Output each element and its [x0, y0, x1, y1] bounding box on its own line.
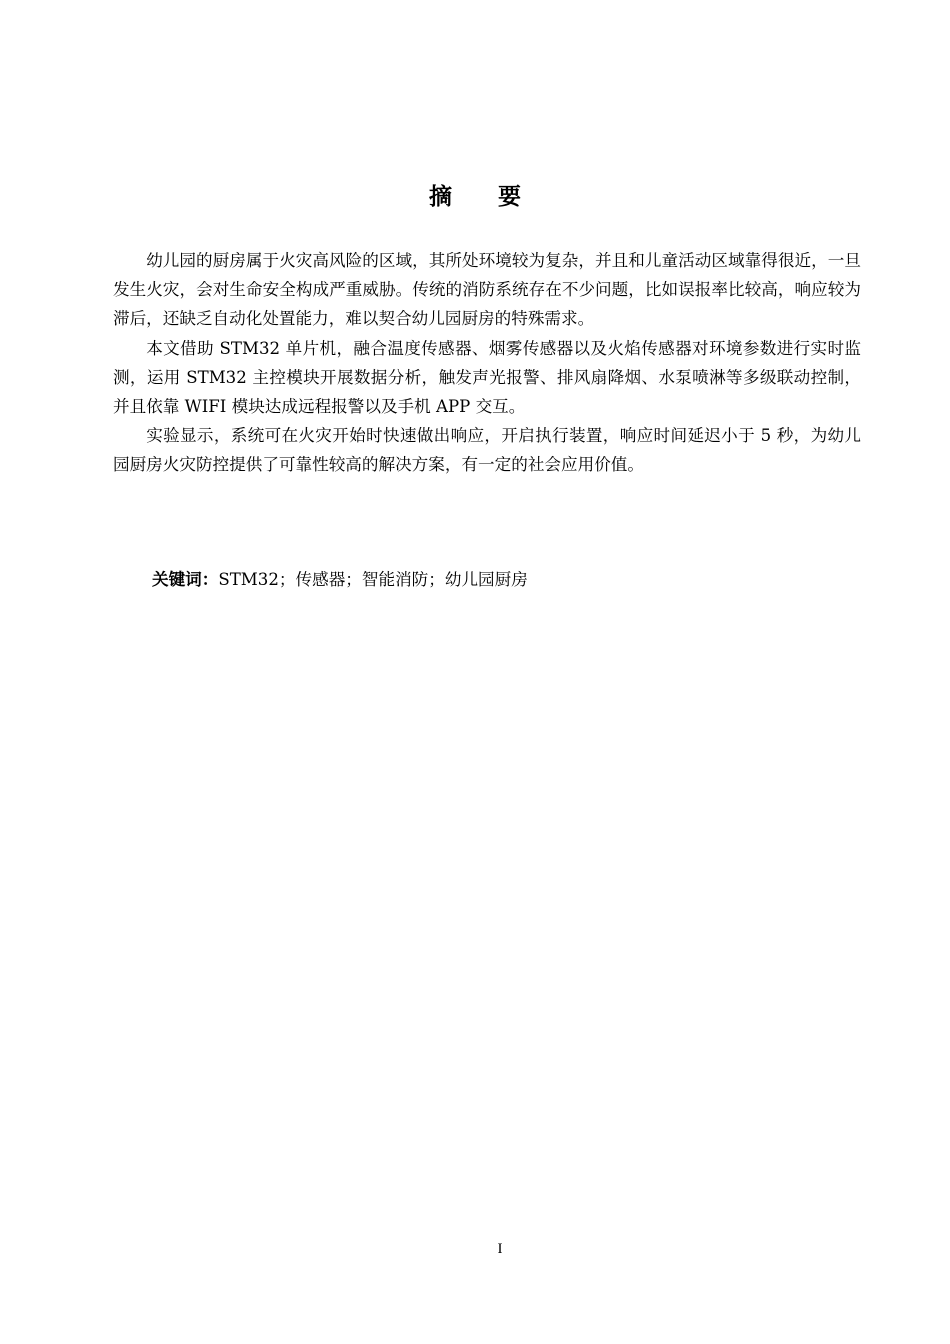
title-char-2: 要: [498, 183, 521, 210]
keywords-label: 关键词：: [152, 569, 219, 589]
keywords-line: [152, 565, 528, 594]
title-char-1: 摘: [429, 183, 452, 210]
abstract-paragraph-3: 实验显示，系统可在火灾开始时快速做出响应，开启执行装置，响应时间延迟小于 5 秒，为幼儿园厨房火灾防控提供了可靠性较高的解决方案，有一定的社会应用价值。: [113, 426, 861, 475]
abstract-paragraph-1: 幼儿园的厨房属于火灾高风险的区域，其所处环境较为复杂，并且和儿童活动区域靠得很近，一旦发生火灾，会对生命安全构成严重威胁。传统的消防系统存在不少问题，比如误报率比较高，响应较为滞后，还缺乏自动化处置能力，难以契合幼儿园厨房的特殊需求。: [113, 251, 861, 329]
page-number: I: [497, 1241, 503, 1257]
page-title: [0, 178, 950, 211]
abstract-paragraph-2: 本文借助 STM32 单片机，融合温度传感器、烟雾传感器以及火焰传感器对环境参数进行实时监测，运用 STM32 主控模块开展数据分析，触发声光报警、排风扇降烟、水泵喷淋等多级联动控制，并且依靠 WIFI 模块达成远程报警以及手机 APP 交互。: [113, 338, 861, 417]
keywords-text: STM32；传感器；智能消防；幼儿园厨房: [218, 570, 528, 589]
abstract-body: [113, 246, 861, 480]
